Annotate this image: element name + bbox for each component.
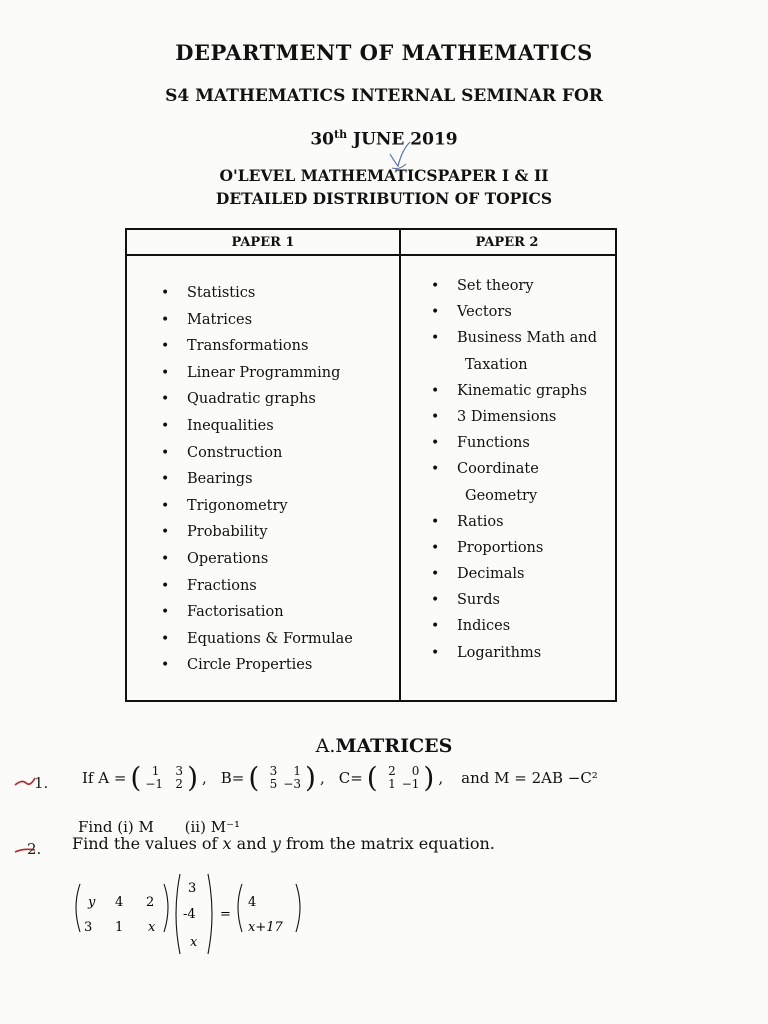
matrix-b-close-paren: )	[305, 761, 316, 794]
paper2-topic-list	[457, 276, 597, 669]
q2-var-y: y	[271, 834, 281, 853]
date-day: 30	[310, 129, 335, 150]
left-matrix-close-paren	[164, 884, 168, 932]
matrix-equation	[70, 870, 330, 960]
topic-item: • Trigonometry	[187, 496, 353, 523]
paper-title: O'LEVEL MATHEMATICSPAPER I & II	[219, 166, 549, 185]
equals-sign: =	[220, 907, 231, 922]
red-pen-mark-q1	[14, 775, 36, 789]
topic-item: • Kinematic graphs	[457, 381, 597, 407]
matrix-a	[145, 765, 183, 791]
distribution-title: DETAILED DISTRIBUTION OF TOPICS	[215, 189, 553, 208]
q1-c-label: C=	[338, 769, 363, 787]
topic-item: • Indices	[457, 616, 597, 642]
matrix-a-close-paren: )	[187, 761, 198, 794]
left-matrix-cell: 2	[146, 895, 155, 910]
topic-item: • Circle Properties	[187, 655, 353, 682]
topic-item: • Vectors	[457, 302, 597, 328]
topic-item: • Linear Programming	[187, 363, 353, 390]
paper2-header: PAPER 2	[399, 230, 615, 256]
right-vector-open-paren	[238, 884, 242, 932]
column-vector-close-paren	[208, 874, 212, 954]
question-1-number: 1.	[34, 774, 49, 792]
topic-item: • Fractions	[187, 576, 353, 603]
topic-item: • Inequalities	[187, 416, 353, 443]
q2-text-pre: Find the values of	[72, 834, 223, 853]
matrix-a-open-paren: (	[130, 761, 142, 794]
section-title: MATRICES	[335, 735, 453, 757]
column-divider	[399, 230, 401, 700]
matrix-a-cell: 2	[175, 777, 184, 791]
matrix-b-cell: 5	[269, 777, 278, 791]
topic-item: • Decimals	[457, 564, 597, 590]
left-matrix-cell: x	[148, 920, 156, 935]
topic-item: • Business Math and	[457, 328, 597, 354]
topic-item: • Operations	[187, 549, 353, 576]
matrix-b-cell: 3	[269, 764, 278, 778]
topic-item: • Equations & Formulae	[187, 629, 353, 656]
left-matrix-cell: 4	[115, 895, 124, 910]
topic-item: • Logarithms	[457, 643, 597, 669]
topic-item: • Functions	[457, 433, 597, 459]
topic-item: • Set theory	[457, 276, 597, 302]
right-vector-entry: x+17	[248, 920, 283, 935]
topic-item: • Proportions	[457, 538, 597, 564]
question-1: If A = ( 1 3 −1 2 ) , B= ( 3 1 5 −3 ) , C= ( 2 0 1 −1 ) , and M = 2AB −C²	[82, 761, 598, 794]
matrix-b-cell: −3	[283, 777, 302, 791]
matrix-a-cell: 1	[151, 764, 160, 778]
seminar-date	[0, 128, 768, 150]
matrix-c-cell: 2	[388, 764, 396, 778]
matrix-a-cell: −1	[145, 777, 164, 791]
matrix-b-cell: 1	[293, 764, 302, 778]
section-heading	[0, 735, 768, 757]
topic-item: • Transformations	[187, 336, 353, 363]
department-heading: DEPARTMENT OF MATHEMATICS	[175, 40, 593, 65]
section-letter: A.	[315, 735, 336, 757]
q2-text-post: from the matrix equation.	[280, 834, 495, 853]
q1-b-label: B=	[220, 769, 245, 787]
q1-find-part-i: Find (i) M	[78, 818, 154, 836]
matrix-b	[263, 765, 301, 791]
column-vector-entry: -4	[183, 907, 196, 922]
date-month-year: JUNE 2019	[347, 129, 458, 150]
q1-intro: If A =	[82, 769, 127, 787]
left-matrix-cell: 3	[84, 920, 93, 935]
paper1-header: PAPER 1	[127, 230, 399, 256]
column-vector-entry: x	[190, 935, 198, 950]
matrix-c	[382, 765, 420, 791]
q2-var-x: x	[222, 834, 232, 853]
matrix-c-cell: −1	[401, 777, 420, 791]
topic-item: • Construction	[187, 443, 353, 470]
matrix-c-cell: 1	[388, 777, 396, 791]
topic-item: • Matrices	[187, 310, 353, 337]
date-suffix: th	[334, 128, 348, 141]
left-matrix-cell: y	[88, 895, 96, 910]
q2-text-mid: and	[231, 834, 272, 853]
matrix-c-open-paren: (	[366, 761, 378, 794]
question-2-number: 2.	[27, 840, 42, 858]
q1-tail: and M = 2AB −C²	[461, 769, 598, 787]
topics-table	[125, 228, 617, 702]
paper1-topic-list	[187, 283, 353, 682]
topic-item: • Bearings	[187, 469, 353, 496]
topic-item: • Coordinate	[457, 459, 597, 485]
q1-find-part-ii: (ii) M⁻¹	[184, 818, 241, 836]
matrix-c-close-paren: )	[423, 761, 435, 794]
topic-item: • Factorisation	[187, 602, 353, 629]
topic-item: • Statistics	[187, 283, 353, 310]
topic-item: • Probability	[187, 522, 353, 549]
matrix-b-open-paren: (	[248, 761, 260, 794]
seminar-heading: S4 MATHEMATICS INTERNAL SEMINAR FOR	[165, 86, 603, 106]
topic-item: • Quadratic graphs	[187, 389, 353, 416]
topic-item: Taxation	[465, 356, 528, 373]
right-vector-close-paren	[296, 884, 300, 932]
right-vector-entry: 4	[248, 895, 257, 910]
matrix-c-cell: 0	[411, 764, 420, 778]
left-matrix-cell: 1	[115, 920, 124, 935]
topic-item: • Ratios	[457, 512, 597, 538]
topic-item: Geometry	[465, 487, 538, 504]
topic-item: • 3 Dimensions	[457, 407, 597, 433]
column-vector-entry: 3	[188, 881, 197, 896]
left-matrix-open-paren	[76, 884, 80, 932]
question-2	[72, 834, 495, 853]
matrix-a-cell: 3	[175, 764, 184, 778]
column-vector-open-paren	[176, 874, 180, 954]
topic-item: • Surds	[457, 590, 597, 616]
